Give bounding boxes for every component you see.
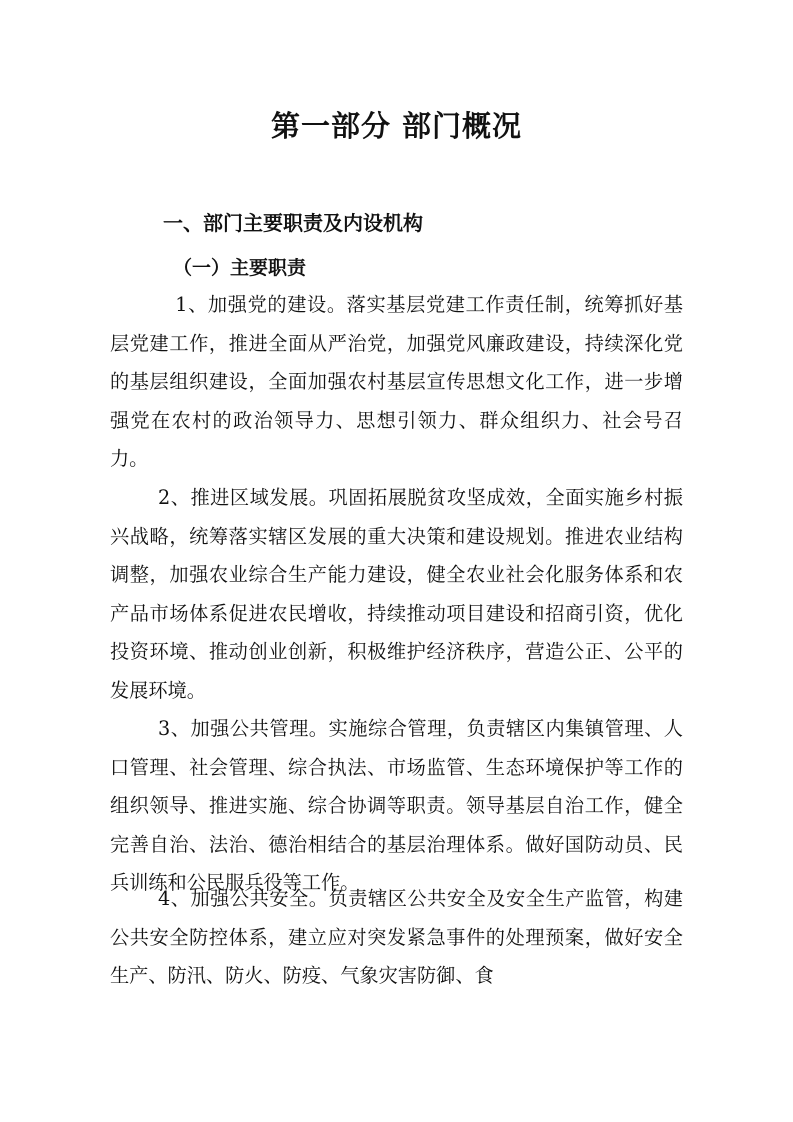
paragraph-4: 4、加强公共安全。负责辖区公共安全及安全生产监管，构建公共安全防控体系，建立应对突发紧急事件的处理预案，做好安全生产、防汛、防火、防疫、气象灾害防御、食 (110, 887, 683, 988)
paragraph-3: 3、加强公共管理。实施综合管理，负责辖区内集镇管理、人口管理、社会管理、综合执法、市场监管、生态环境保护等工作的组织领导、推进实施、综合协调等职责。领导基层自治工作，健全完善自治、法治、德治相结合的基层治理体系。做好国防动员、民兵训练和公民服兵役等工作。 (110, 717, 683, 895)
subsection-heading: （一）主要职责 (173, 257, 307, 279)
paragraph-1: 1、加强党的建设。落实基层党建工作责任制，统筹抓好基层党建工作，推进全面从严治党，加强党风廉政建设，持续深化党的基层组织建设，全面加强农村基层宣传思想文化工作，进一步增强党在农村的政治领导力、思想引领力、群众组织力、社会号召力。 (110, 293, 683, 471)
paragraph-2: 2、推进区域发展。巩固拓展脱贫攻坚成效，全面实施乡村振兴战略，统筹落实辖区发展的重大决策和建设规划。推进农业结构调整，加强农业综合生产能力建设，健全农业社会化服务体系和农产品市场体系促进农民增收，持续推动项目建设和招商引资，优化投资环境、推动创业创新，积极维护经济秩序，营造公正、公平的发展环境。 (110, 486, 683, 702)
page-title: 第一部分 部门概况 (270, 109, 523, 143)
section-heading: 一、部门主要职责及内设机构 (163, 211, 423, 235)
